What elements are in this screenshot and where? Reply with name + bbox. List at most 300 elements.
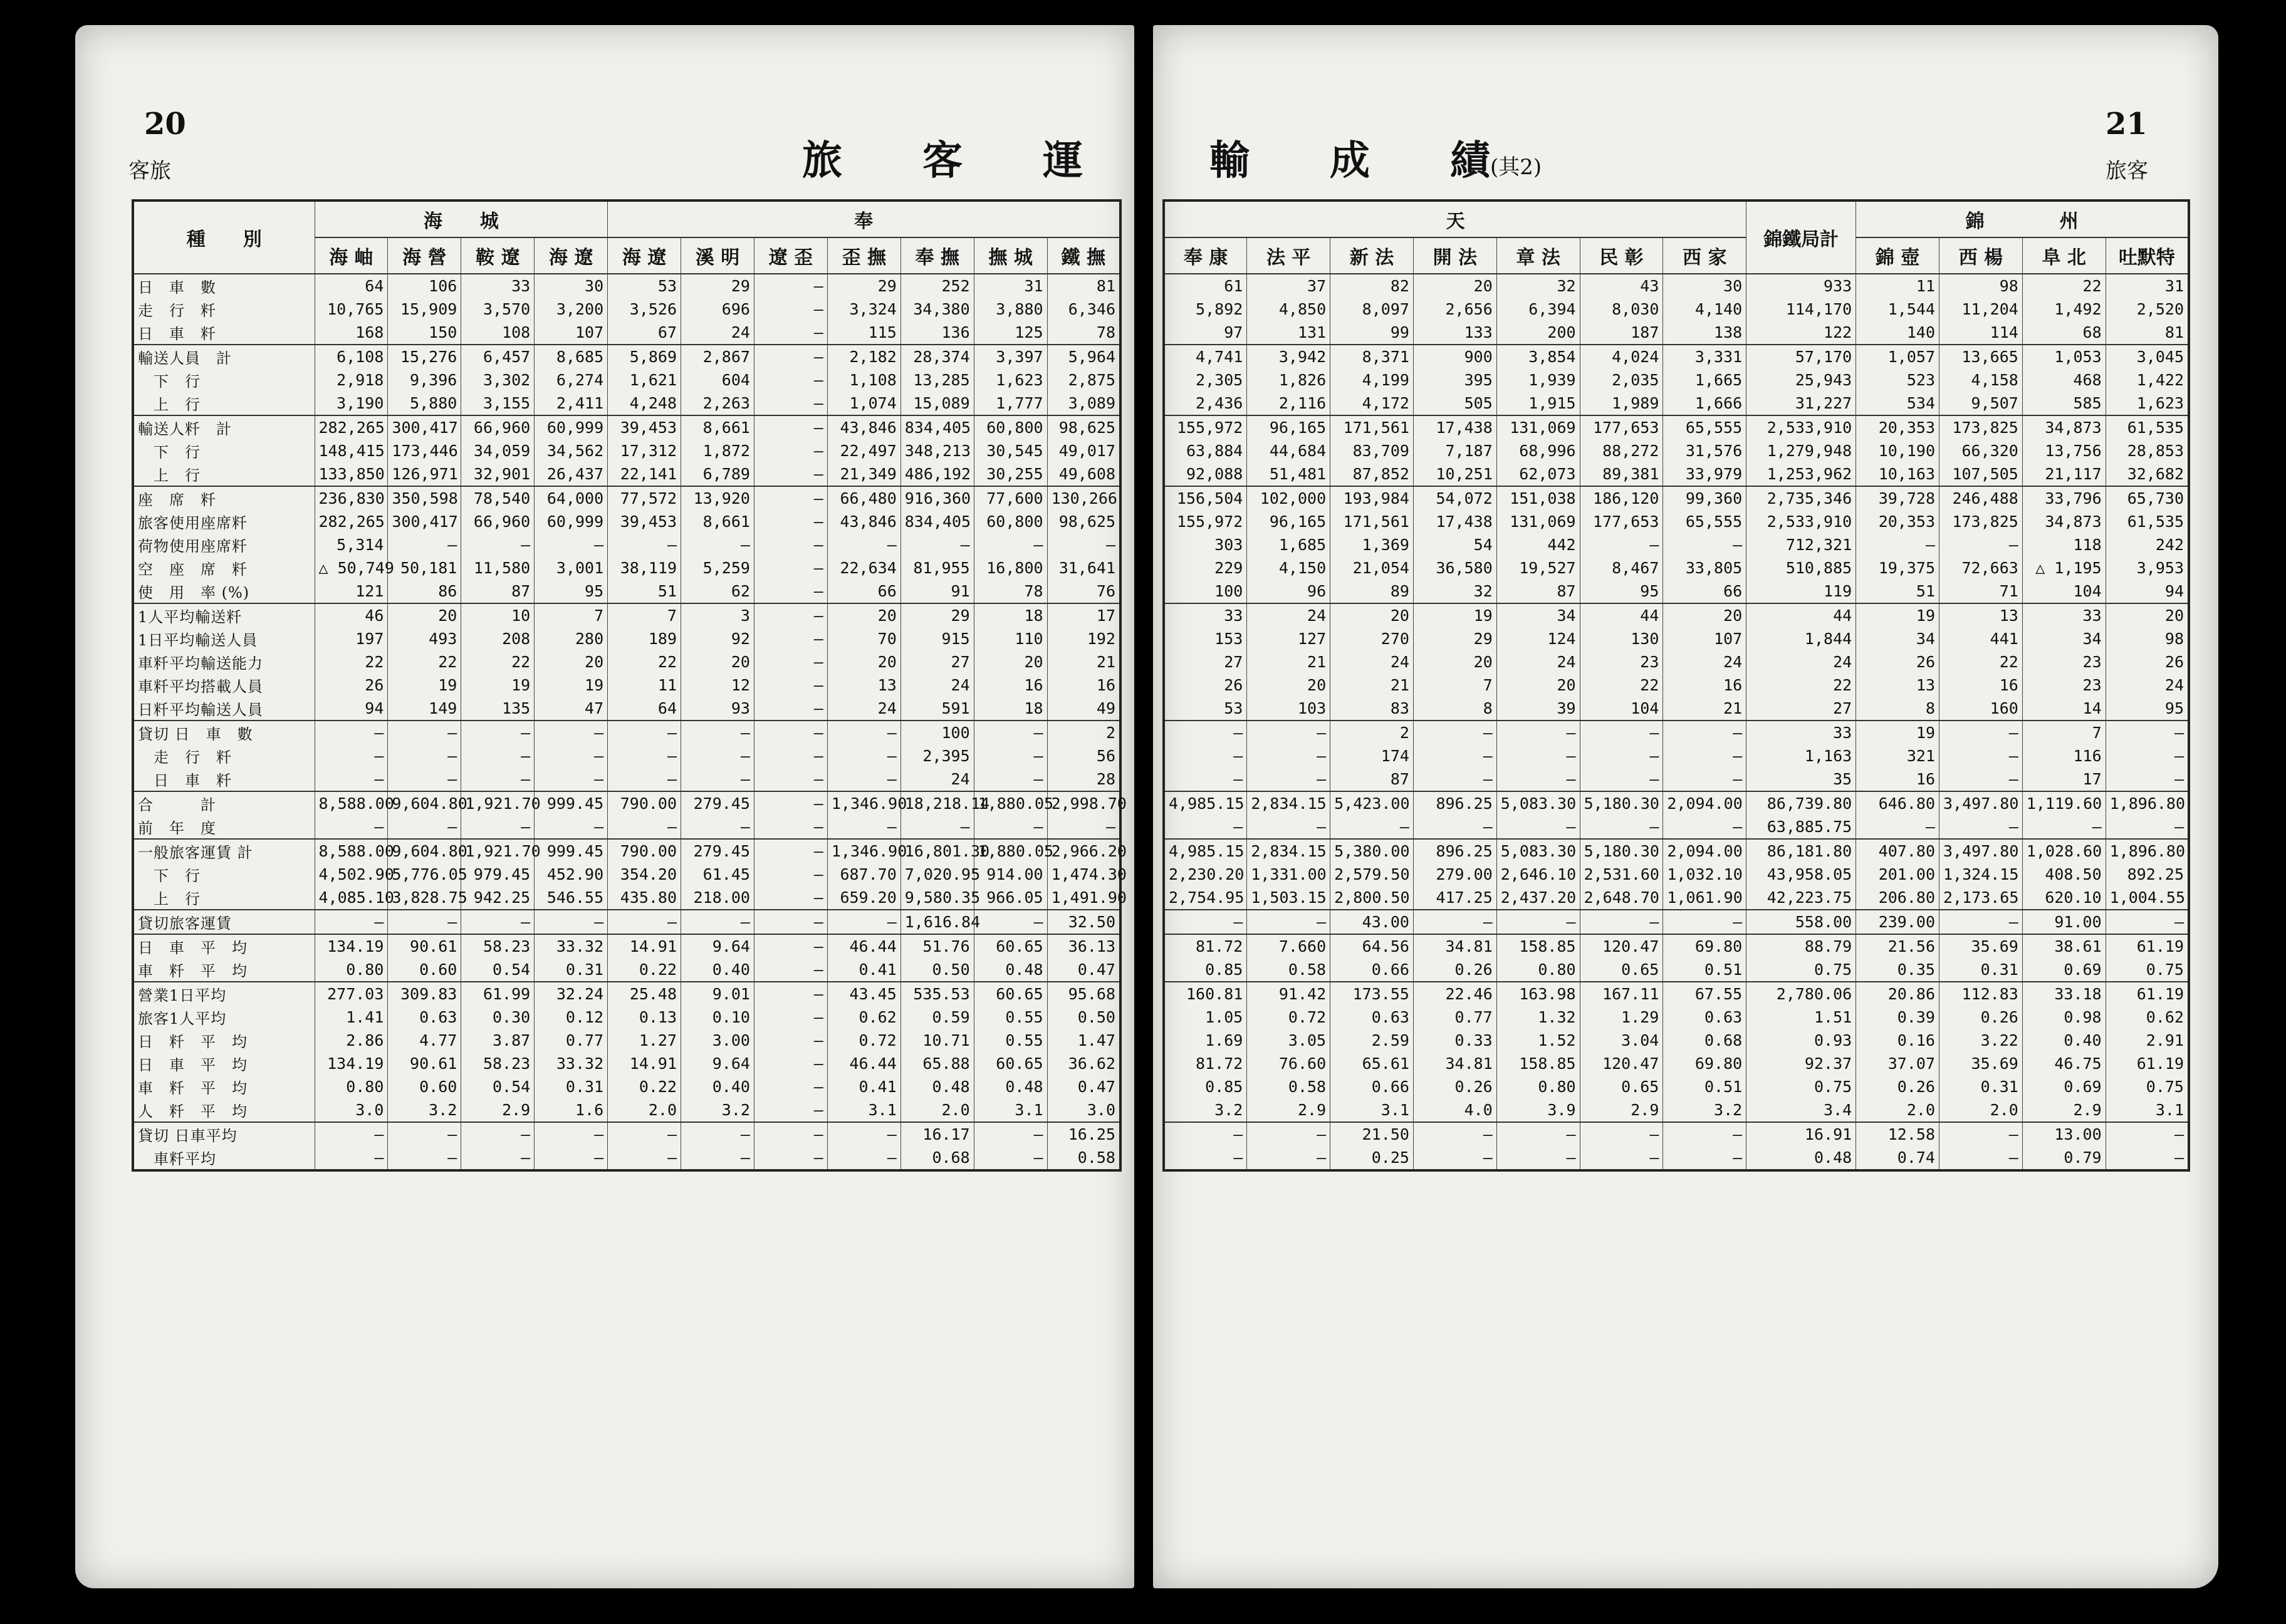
table-cell: — — [754, 697, 827, 721]
table-cell: — — [681, 744, 754, 768]
table-cell: 3,045 — [2106, 345, 2189, 368]
table-cell: — — [1939, 1146, 2023, 1170]
table-cell: 6,108 — [315, 345, 388, 368]
table-cell: 0.40 — [2022, 1029, 2106, 1052]
table-cell: 39,453 — [608, 510, 681, 533]
table-cell: 31 — [974, 274, 1047, 298]
table-row — [1164, 886, 2189, 910]
table-cell: 134.19 — [315, 1052, 388, 1075]
table-cell: 0.66 — [1330, 1075, 1414, 1098]
table-cell: 0.72 — [1247, 1006, 1330, 1029]
table-cell: 1.52 — [1496, 1029, 1580, 1052]
table-row — [1164, 982, 2189, 1006]
table-cell: 7 — [2022, 721, 2106, 744]
table-cell: — — [681, 815, 754, 839]
table-row — [133, 910, 1120, 934]
row-label: 下 行 — [133, 368, 315, 392]
table-cell: 277.03 — [315, 982, 388, 1006]
table-cell: 3,942 — [1247, 345, 1330, 368]
table-row — [1164, 415, 2189, 439]
table-cell: 1.32 — [1496, 1006, 1580, 1029]
table-cell: 173.55 — [1330, 982, 1414, 1006]
table-cell: — — [1939, 910, 2023, 934]
table-cell: 0.55 — [974, 1029, 1047, 1052]
table-cell: — — [1047, 533, 1120, 556]
table-cell: 1,331.00 — [1247, 863, 1330, 886]
table-row — [133, 580, 1120, 603]
table-cell: 11 — [1856, 274, 1939, 298]
table-cell: 95.68 — [1047, 982, 1120, 1006]
table-cell: — — [461, 1122, 535, 1146]
table-cell: 22 — [1580, 674, 1663, 697]
table-cell: — — [754, 462, 827, 486]
table-cell: 0.63 — [388, 1006, 461, 1029]
table-cell: 29 — [900, 603, 974, 627]
table-cell: — — [315, 744, 388, 768]
table-row — [1164, 863, 2189, 886]
table-cell: 173,825 — [1939, 415, 2023, 439]
table-cell: — — [1663, 533, 1746, 556]
table-cell: 102,000 — [1247, 486, 1330, 510]
table-cell: 1,896.80 — [2106, 839, 2189, 863]
table-cell: 150 — [388, 321, 461, 345]
table-cell: 8,661 — [681, 415, 754, 439]
table-cell: 30,545 — [974, 439, 1047, 462]
table-cell: 0.62 — [2106, 1006, 2189, 1029]
table-cell: 5,880 — [388, 392, 461, 415]
table-cell: 712,321 — [1746, 533, 1856, 556]
table-cell: 0.48 — [974, 958, 1047, 982]
table-cell: 173,446 — [388, 439, 461, 462]
table-row — [133, 368, 1120, 392]
table-cell: 24 — [1663, 650, 1746, 674]
table-cell: — — [754, 674, 827, 697]
table-cell: 7,187 — [1413, 439, 1496, 462]
table-cell: 49 — [1047, 697, 1120, 721]
table-cell: 0.39 — [1856, 1006, 1939, 1029]
table-cell: 2,230.20 — [1164, 863, 1247, 886]
table-cell: 24 — [1247, 603, 1330, 627]
table-cell: 4,085.10 — [315, 886, 388, 910]
table-cell: 0.58 — [1247, 1075, 1330, 1098]
table-cell: 0.75 — [2106, 958, 2189, 982]
table-cell: 4,502.90 — [315, 863, 388, 886]
table-cell: 114 — [1939, 321, 2023, 345]
table-cell: 32,901 — [461, 462, 535, 486]
table-cell: 24 — [1496, 650, 1580, 674]
table-cell: 61.99 — [461, 982, 535, 1006]
table-cell: 51.76 — [900, 934, 974, 958]
table-cell: 16.91 — [1746, 1122, 1856, 1146]
table-cell: 22 — [1746, 674, 1856, 697]
table-cell: 21,117 — [2022, 462, 2106, 486]
header-station: 吐默特 — [2106, 237, 2189, 274]
table-cell: 2,533,910 — [1746, 510, 1856, 533]
table-cell: 93 — [681, 697, 754, 721]
table-cell: 58.23 — [461, 1052, 535, 1075]
table-cell: 160.81 — [1164, 982, 1247, 1006]
table-cell: — — [535, 744, 608, 768]
table-cell: 96,165 — [1247, 510, 1330, 533]
table-cell: — — [754, 958, 827, 982]
row-label: 輸送人粁 計 — [133, 415, 315, 439]
table-cell: — — [315, 768, 388, 791]
table-row — [1164, 486, 2189, 510]
table-cell: 2.91 — [2106, 1029, 2189, 1052]
table-cell: 1,074 — [827, 392, 900, 415]
table-row — [133, 1098, 1120, 1122]
table-cell: 7 — [535, 603, 608, 627]
table-cell: 0.55 — [974, 1006, 1047, 1029]
table-cell: 1,623 — [974, 368, 1047, 392]
table-cell: — — [1856, 815, 1939, 839]
table-cell: 16 — [1856, 768, 1939, 791]
table-cell: 67.55 — [1663, 982, 1746, 1006]
table-cell: 834,405 — [900, 510, 974, 533]
table-cell: 20.86 — [1856, 982, 1939, 1006]
table-cell: 135 — [461, 697, 535, 721]
table-cell: 3.22 — [1939, 1029, 2023, 1052]
table-cell: 5,180.30 — [1580, 839, 1663, 863]
table-cell: — — [754, 791, 827, 815]
table-cell: 66,320 — [1939, 439, 2023, 462]
table-cell: 76.60 — [1247, 1052, 1330, 1075]
table-cell: 10,190 — [1856, 439, 1939, 462]
table-cell: 0.75 — [1746, 958, 1856, 982]
table-cell: 20 — [2106, 603, 2189, 627]
table-cell: 33.32 — [535, 1052, 608, 1075]
row-label: 貸切 日車平均 — [133, 1122, 315, 1146]
table-cell: 1,279,948 — [1746, 439, 1856, 462]
table-cell: 47 — [535, 697, 608, 721]
table-row — [133, 650, 1120, 674]
table-row — [1164, 697, 2189, 721]
table-cell: 3.4 — [1746, 1098, 1856, 1122]
table-cell: 140 — [1856, 321, 1939, 345]
table-cell: 546.55 — [535, 886, 608, 910]
table-cell: 24 — [1330, 650, 1414, 674]
row-label: 日 粁 平 均 — [133, 1029, 315, 1052]
row-label: 旅客使用座席粁 — [133, 510, 315, 533]
header-station: 西 家 — [1663, 237, 1746, 274]
table-cell: — — [2106, 815, 2189, 839]
table-cell: 64.56 — [1330, 934, 1414, 958]
table-cell: 13,665 — [1939, 345, 2023, 368]
table-cell: — — [974, 721, 1047, 744]
table-cell: 8,467 — [1580, 556, 1663, 580]
table-row — [133, 934, 1120, 958]
table-cell: 1,666 — [1663, 392, 1746, 415]
table-row — [1164, 768, 2189, 791]
table-cell: — — [1663, 721, 1746, 744]
table-cell: △ 50,749 — [315, 556, 388, 580]
table-cell: 57,170 — [1746, 345, 1856, 368]
title-note: (其2) — [1490, 155, 1542, 180]
table-row — [133, 486, 1120, 510]
table-cell: — — [827, 768, 900, 791]
table-cell: 246,488 — [1939, 486, 2023, 510]
table-cell: 0.48 — [1746, 1146, 1856, 1170]
table-cell: 44 — [1746, 603, 1856, 627]
table-cell: — — [1496, 744, 1580, 768]
table-cell: 4,199 — [1330, 368, 1414, 392]
table-cell: — — [1663, 1146, 1746, 1170]
table-cell: — — [1580, 721, 1663, 744]
table-row — [133, 791, 1120, 815]
table-cell: 1,061.90 — [1663, 886, 1746, 910]
table-cell: 0.31 — [1939, 958, 2023, 982]
row-label: 營業1日平均 — [133, 982, 315, 1006]
table-cell: 12 — [681, 674, 754, 697]
table-cell: 151,038 — [1496, 486, 1580, 510]
table-cell: 0.69 — [2022, 958, 2106, 982]
table-cell: — — [827, 744, 900, 768]
table-cell: 18,218.14 — [900, 791, 974, 815]
table-cell: 2.0 — [608, 1098, 681, 1122]
table-cell: 22 — [608, 650, 681, 674]
table-row — [133, 958, 1120, 982]
table-cell: 5,083.30 — [1496, 839, 1580, 863]
table-cell: 167.11 — [1580, 982, 1663, 1006]
header-station: 西 楊 — [1939, 237, 2023, 274]
table-cell: 3.00 — [681, 1029, 754, 1052]
table-cell: 17,438 — [1413, 415, 1496, 439]
table-cell: — — [1413, 1122, 1496, 1146]
table-cell: — — [535, 721, 608, 744]
table-cell: 8 — [1413, 697, 1496, 721]
table-row — [133, 982, 1120, 1006]
table-cell: 22 — [388, 650, 461, 674]
table-cell: 16,801.30 — [900, 839, 974, 863]
table-cell: — — [1496, 815, 1580, 839]
table-cell: 49,017 — [1047, 439, 1120, 462]
table-cell: 0.54 — [461, 958, 535, 982]
table-cell: 27 — [900, 650, 974, 674]
table-row — [1164, 791, 2189, 815]
table-cell: 6,457 — [461, 345, 535, 368]
table-cell: 0.50 — [900, 958, 974, 982]
table-cell: 591 — [900, 697, 974, 721]
table-cell: 5,314 — [315, 533, 388, 556]
table-cell: 0.74 — [1856, 1146, 1939, 1170]
row-label: 上 行 — [133, 392, 315, 415]
table-cell: 1,491.90 — [1047, 886, 1120, 910]
table-cell: — — [1164, 721, 1247, 744]
table-cell: 1,872 — [681, 439, 754, 462]
table-cell: 31,227 — [1746, 392, 1856, 415]
table-cell: 46.75 — [2022, 1052, 2106, 1075]
table-cell: 0.33 — [1413, 1029, 1496, 1052]
table-cell: 120.47 — [1580, 934, 1663, 958]
table-cell: 19,527 — [1496, 556, 1580, 580]
table-cell: 1,108 — [827, 368, 900, 392]
table-cell: 30,255 — [974, 462, 1047, 486]
table-cell: 46.44 — [827, 1052, 900, 1075]
table-cell: 66 — [1663, 580, 1746, 603]
table-cell: 687.70 — [827, 863, 900, 886]
row-label: 下 行 — [133, 863, 315, 886]
table-cell: 4,985.15 — [1164, 839, 1247, 863]
table-cell: 61.19 — [2106, 982, 2189, 1006]
table-cell: — — [1580, 533, 1663, 556]
table-cell: 441 — [1939, 627, 2023, 650]
table-cell: — — [2022, 815, 2106, 839]
table-cell: — — [1413, 768, 1496, 791]
table-cell: 2,754.95 — [1164, 886, 1247, 910]
table-cell: 24 — [900, 674, 974, 697]
table-cell: 51,481 — [1247, 462, 1330, 486]
table-cell: 110 — [974, 627, 1047, 650]
table-cell: 2,834.15 — [1247, 839, 1330, 863]
table-cell: 65,730 — [2106, 486, 2189, 510]
table-cell: 2,094.00 — [1663, 839, 1746, 863]
table-cell: — — [681, 1146, 754, 1170]
table-cell: 236,830 — [315, 486, 388, 510]
table-right — [1162, 199, 2190, 1172]
table-cell: 72,663 — [1939, 556, 2023, 580]
table-cell: — — [1164, 1146, 1247, 1170]
table-cell: 81.72 — [1164, 1052, 1247, 1075]
row-label: 一般旅客運賃 計 — [133, 839, 315, 863]
table-cell: 4,741 — [1164, 345, 1247, 368]
table-cell: — — [827, 815, 900, 839]
table-cell: 65.88 — [900, 1052, 974, 1075]
table-cell: 30 — [535, 274, 608, 298]
table-cell: — — [1663, 910, 1746, 934]
table-cell: 24 — [827, 697, 900, 721]
table-cell: 98 — [2106, 627, 2189, 650]
table-cell: — — [827, 721, 900, 744]
table-cell: 408.50 — [2022, 863, 2106, 886]
table-cell: 6,346 — [1047, 298, 1120, 321]
table-cell: 96,165 — [1247, 415, 1330, 439]
header-station: 法 平 — [1247, 237, 1330, 274]
table-cell: 3.1 — [974, 1098, 1047, 1122]
table-cell: 11,204 — [1939, 298, 2023, 321]
table-cell: 66,960 — [461, 415, 535, 439]
table-cell: 62,073 — [1496, 462, 1580, 486]
table-cell: 1,665 — [1663, 368, 1746, 392]
table-cell: — — [388, 744, 461, 768]
table-cell: 21 — [1663, 697, 1746, 721]
table-cell: 155,972 — [1164, 510, 1247, 533]
table-cell: — — [1247, 721, 1330, 744]
table-cell: 2,533,910 — [1746, 415, 1856, 439]
table-cell: 0.58 — [1047, 1146, 1120, 1170]
table-cell: 1,921.70 — [461, 839, 535, 863]
table-cell: 1,163 — [1746, 744, 1856, 768]
table-cell: 8,661 — [681, 510, 754, 533]
table-cell: 104 — [1580, 697, 1663, 721]
table-cell: 61.19 — [2106, 1052, 2189, 1075]
table-cell: 37 — [1247, 274, 1330, 298]
table-cell: 116 — [2022, 744, 2106, 768]
table-cell: 279.45 — [681, 839, 754, 863]
table-cell: 21,349 — [827, 462, 900, 486]
table-cell: — — [1580, 910, 1663, 934]
table-cell: 23 — [2022, 674, 2106, 697]
table-cell: 174 — [1330, 744, 1414, 768]
table-cell: 94 — [315, 697, 388, 721]
table-cell: — — [1496, 721, 1580, 744]
table-cell: 0.80 — [315, 958, 388, 982]
row-label: 合 計 — [133, 791, 315, 815]
table-row — [1164, 1098, 2189, 1122]
table-cell: 33,805 — [1663, 556, 1746, 580]
table-cell: 4,024 — [1580, 345, 1663, 368]
table-cell: — — [608, 1146, 681, 1170]
header-station: 溪 明 — [681, 237, 754, 274]
table-cell: 39,728 — [1856, 486, 1939, 510]
table-cell: — — [754, 298, 827, 321]
table-cell: 29 — [681, 274, 754, 298]
table-cell: 2 — [1330, 721, 1414, 744]
table-cell: — — [388, 1146, 461, 1170]
table-cell: 12.58 — [1856, 1122, 1939, 1146]
table-cell: 134.19 — [315, 934, 388, 958]
table-cell: 78,540 — [461, 486, 535, 510]
table-cell: — — [2106, 744, 2189, 768]
table-cell: — — [461, 533, 535, 556]
table-cell: 14.91 — [608, 934, 681, 958]
table-cell: 8,097 — [1330, 298, 1414, 321]
table-cell: 16 — [1047, 674, 1120, 697]
table-cell: 34 — [2022, 627, 2106, 650]
table-cell: 790.00 — [608, 839, 681, 863]
table-cell: 88.79 — [1746, 934, 1856, 958]
table-cell: 0.66 — [1330, 958, 1414, 982]
table-cell: — — [754, 345, 827, 368]
table-cell: 1.51 — [1746, 1006, 1856, 1029]
table-cell: 0.30 — [461, 1006, 535, 1029]
table-cell: 417.25 — [1413, 886, 1496, 910]
table-cell: 87 — [1496, 580, 1580, 603]
header-group: 錦 州 — [1856, 200, 2189, 237]
table-cell: 0.22 — [608, 1075, 681, 1098]
table-cell: 0.80 — [1496, 1075, 1580, 1098]
table-cell: — — [1939, 744, 2023, 768]
table-cell: 1,369 — [1330, 533, 1414, 556]
table-cell: 20 — [827, 650, 900, 674]
table-cell: 0.63 — [1663, 1006, 1746, 1029]
table-row — [1164, 721, 2189, 744]
table-cell: 3.2 — [388, 1098, 461, 1122]
table-cell: — — [754, 744, 827, 768]
row-label: 車粁平均輸送能力 — [133, 650, 315, 674]
table-row — [133, 863, 1120, 886]
table-cell: 0.41 — [827, 1075, 900, 1098]
table-cell: 3,190 — [315, 392, 388, 415]
table-cell: — — [461, 815, 535, 839]
table-cell: 106 — [388, 274, 461, 298]
table-cell: 2.9 — [461, 1098, 535, 1122]
table-cell: 60,800 — [974, 415, 1047, 439]
table-cell: 78 — [1047, 321, 1120, 345]
table-cell: — — [388, 815, 461, 839]
table-cell: 15,276 — [388, 345, 461, 368]
table-cell: 468 — [2022, 368, 2106, 392]
table-cell: 9,396 — [388, 368, 461, 392]
table-cell: 2.0 — [1856, 1098, 1939, 1122]
table-cell: 17 — [2022, 768, 2106, 791]
table-row — [1164, 392, 2189, 415]
table-cell: — — [1663, 1122, 1746, 1146]
table-cell: 33 — [1164, 603, 1247, 627]
table-cell: 120.47 — [1580, 1052, 1663, 1075]
table-cell: 69.80 — [1663, 1052, 1746, 1075]
table-cell: 77,572 — [608, 486, 681, 510]
table-cell: — — [1496, 1146, 1580, 1170]
